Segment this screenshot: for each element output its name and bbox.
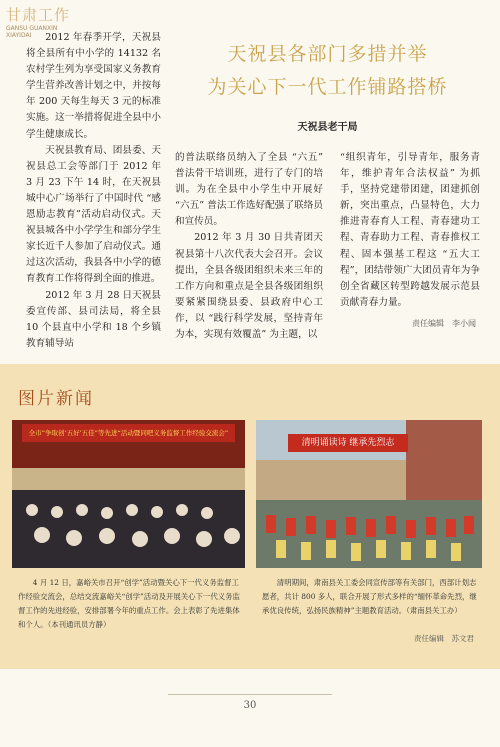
photo-2 <box>256 420 482 568</box>
meeting-photo-image <box>12 420 245 568</box>
paragraph: 2012 年春季开学，天祝县将全县所有中小学的 14132 名农村学生列为享受国家义务教育学生营养改善计划之中，并按每年 200 天每生每天 3 元的标准实施。这一举措将促进全县中小学生健康成长。 <box>26 32 161 140</box>
photo-1 <box>12 420 245 568</box>
logo-sub2: XIAYIDAI <box>6 32 32 39</box>
editor-credit: 责任编辑 李小闻 <box>412 319 476 328</box>
logo-text: 甘肃工作 <box>6 6 71 24</box>
photo-1-caption <box>18 576 240 632</box>
caption-text: 清明期间，肃南县关工委会同宣传部等有关部门，西部计划志愿者，共计 800 多人，联合开展了形式多样的“缅怀革命先烈，继承优良传统，弘扬民族精神”主题教育活动。（肃南县关工办） <box>262 578 477 615</box>
article-author: 天祝县老干局 <box>297 122 358 133</box>
photo-2-banner: 清明诵读诗 继承先烈志 <box>301 438 395 448</box>
photo-2-caption <box>262 576 480 618</box>
page-number: 30 <box>243 700 257 711</box>
footer-divider <box>168 694 332 695</box>
article-column-2 <box>175 150 323 343</box>
title-line2: 为关心下一代工作铺路搭桥 <box>207 76 448 98</box>
caption-text: 4 月 12 日，嘉峪关市召开“创学”活动暨关心下一代义务监督工作经验交流会，总结交流嘉峪关“创学”活动及开展关心下一代义务监督工作的先进经验，安排部署今年的重点工作。会上表彰了先进集体和个人。（本刊通讯员方静） <box>18 578 240 629</box>
paragraph: “组织青年，引导青年，服务青年，维护青年合法权益” 为抓手，坚持党建带团建，团建抓创新，突出重点，凸显特色，大力推进青春育人工程、青春建功工程、青春助力工程、青春推权工程、固本强基工程这 “五大工程”，团结带领广大团员青年为争创全省藏区转型跨越发展示范县贡献青春力量。 <box>340 152 480 308</box>
paragraph: 天祝县教育局、团县委、天祝县总工会等部门于 2012 年 3 月 23 下午 14 时，在天祝县城中心广场举行了中国时代 “感恩励志教育”活动启动仪式。天祝县城各中小学学生和部分学生家长近千人参加了启动仪式。通过这次活动，我县各中小学的德育教育工作将得到全面的推进。 <box>26 144 161 285</box>
article-column-3 <box>340 150 480 311</box>
title-line1: 天祝县各部门多措并举 <box>227 43 428 65</box>
photo-1-banner: 全市“争取创‘五好’五佳”等先进“活动暨同吧义务监督工作经验交流会” <box>28 429 229 437</box>
paragraph: 2012 年 3 月 28 日天祝县委宣传部、县司法局，将全县 10 个县直中小学和 18 个乡镇教育辅导站 <box>26 289 161 349</box>
article-title <box>175 38 480 104</box>
paragraph: 2012 年 3 月 30 日共青团天祝县第十八次代表大会召开。会议提出，全县各级团组织未来三年的工作方向和重点是全县各级团组织要紧紧围绕县委、县政府中心工作，以 “践行科学发展，坚持青年为本，实现有效覆盖” 为主题，以 <box>175 232 323 341</box>
paragraph: 的普法联络员纳入了全县 “六五” 普法骨干培训班，进行了专门的培训。为在全县中小学生中开展好 “六五” 普法工作选好配强了联络员和宣传员。 <box>175 152 323 228</box>
article-column-1 <box>26 30 161 352</box>
photo-news-title: 图片新闻 <box>18 389 94 409</box>
photo-editor-credit: 责任编辑 苏文君 <box>414 634 474 643</box>
logo-sub1: GANSU GUANXIN <box>6 25 58 32</box>
